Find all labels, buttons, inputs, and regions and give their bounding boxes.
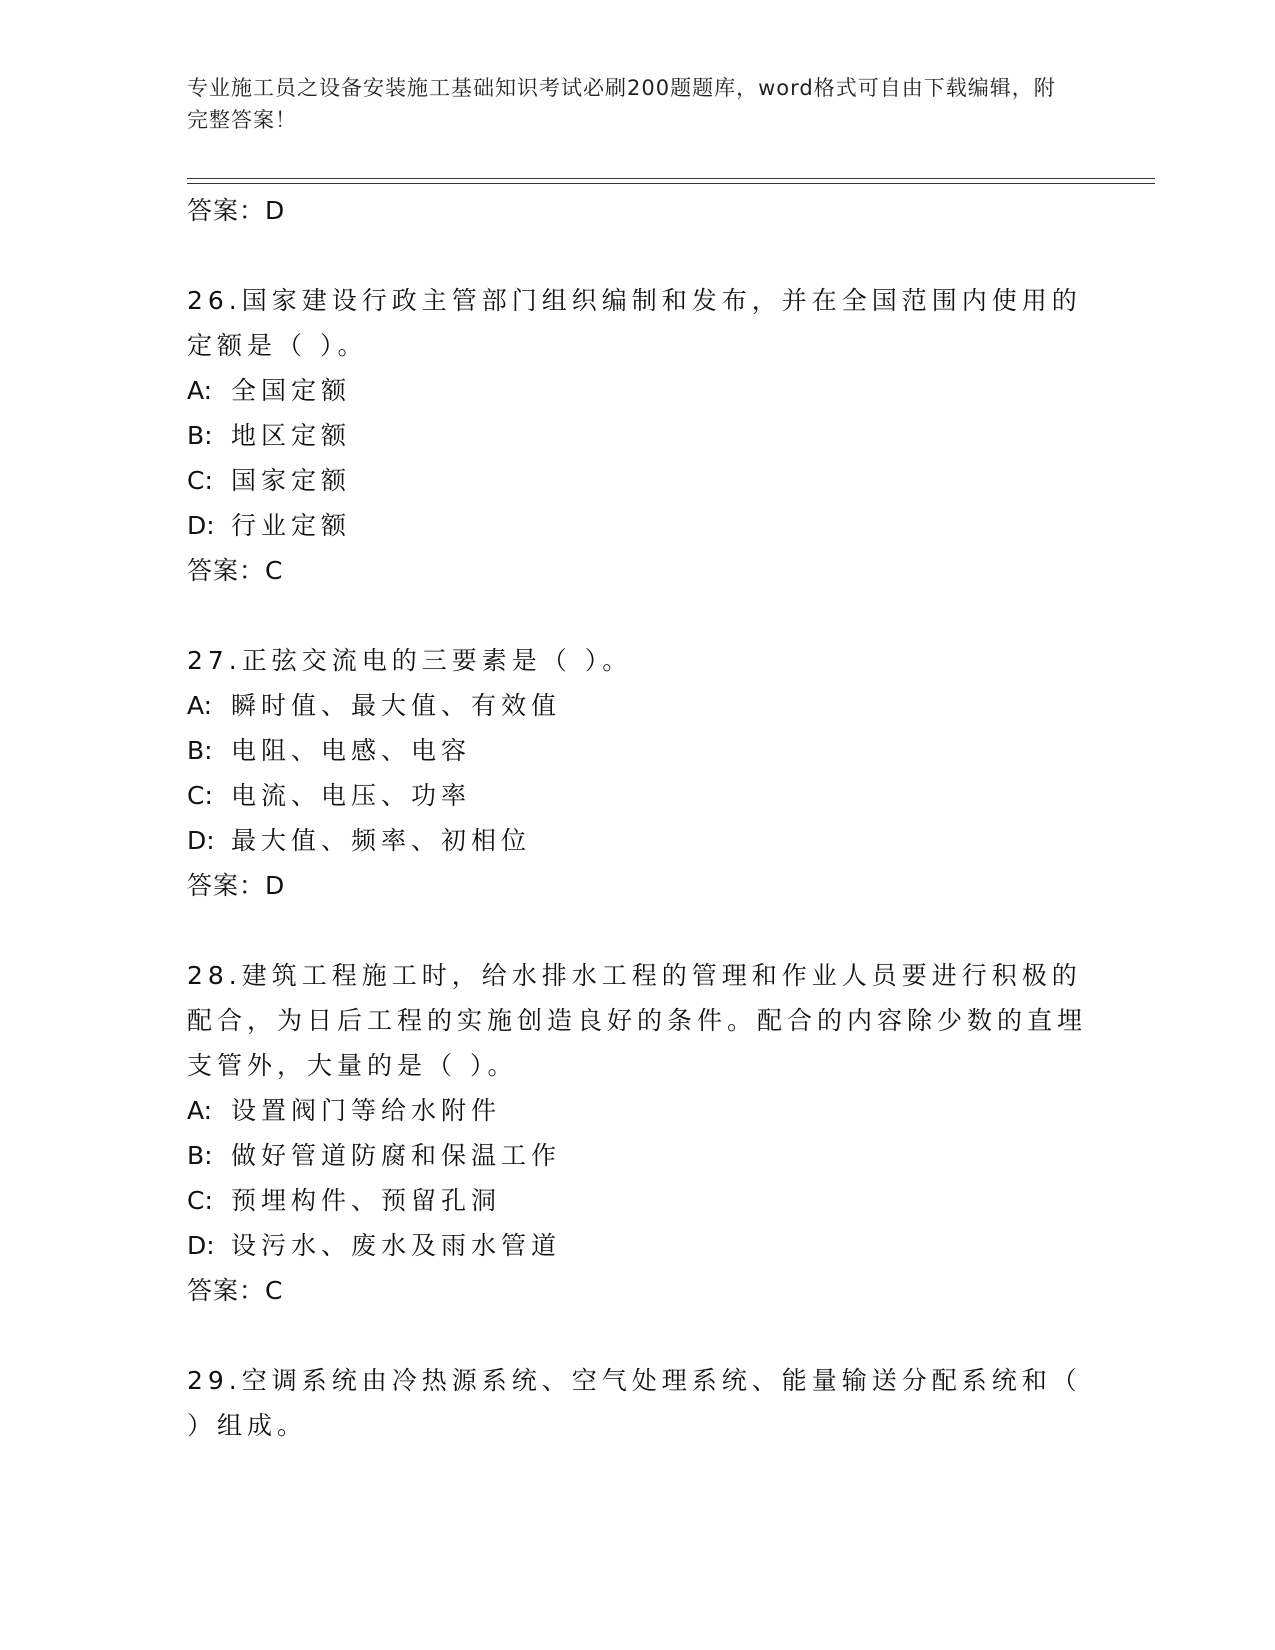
option-key: D: [187, 511, 215, 540]
option-key: B: [187, 421, 213, 450]
option-key: C: [187, 1186, 213, 1215]
question-item [187, 953, 1087, 1314]
option-text: 地区定额 [231, 421, 352, 450]
option-text: 设置阀门等给水附件 [231, 1096, 502, 1125]
option-d [187, 503, 1087, 548]
option-b [187, 1133, 1087, 1178]
option-key: A: [187, 691, 213, 720]
option-key: B: [187, 736, 213, 765]
option-key: D: [187, 826, 215, 855]
option-text: 全国定额 [231, 376, 352, 405]
option-text: 行业定额 [231, 511, 352, 540]
option-b [187, 728, 1087, 773]
answer-line: 答案：D [187, 871, 286, 900]
option-key: D: [187, 1231, 215, 1260]
question-stem: 26.国家建设行政主管部门组织编制和发布，并在全国范围内使用的定额是（ ）。 [187, 286, 1082, 360]
page-header-title: 专业施工员之设备安装施工基础知识考试必刷200题题库，word格式可自由下载编辑，附完整答案！ [187, 76, 1056, 132]
option-key: A: [187, 376, 213, 405]
question-stem: 28.建筑工程施工时，给水排水工程的管理和作业人员要进行积极的配合，为日后工程的实施创造良好的条件。配合的内容除少数的直埋支管外，大量的是（ ）。 [187, 961, 1088, 1080]
header-divider-bottom [187, 183, 1155, 184]
answer-line: 答案：C [187, 1276, 284, 1305]
question-stem: 27.正弦交流电的三要素是（ ）。 [187, 646, 633, 675]
option-c [187, 458, 1087, 503]
option-b [187, 413, 1087, 458]
option-a [187, 368, 1087, 413]
option-c [187, 1178, 1087, 1223]
option-key: C: [187, 466, 213, 495]
question-list [187, 188, 1087, 1448]
option-d [187, 818, 1087, 863]
option-key: C: [187, 781, 213, 810]
question-stem: 29.空调系统由冷热源系统、空气处理系统、能量输送分配系统和（ ）组成。 [187, 1366, 1082, 1440]
header-divider-top [187, 178, 1155, 179]
option-text: 预埋构件、预留孔洞 [231, 1186, 502, 1215]
option-text: 设污水、废水及雨水管道 [231, 1231, 562, 1260]
question-item [187, 638, 1087, 909]
option-a [187, 1088, 1087, 1133]
answer-line: 答案：C [187, 556, 284, 585]
option-text: 电流、电压、功率 [231, 781, 472, 810]
option-text: 做好管道防腐和保温工作 [231, 1141, 562, 1170]
option-a [187, 683, 1087, 728]
option-text: 最大值、频率、初相位 [231, 826, 532, 855]
question-item [187, 278, 1087, 594]
option-key: A: [187, 1096, 213, 1125]
option-d [187, 1223, 1087, 1268]
option-text: 国家定额 [231, 466, 352, 495]
option-text: 瞬时值、最大值、有效值 [231, 691, 562, 720]
question-item [187, 1358, 1087, 1448]
answer-line: 答案：D [187, 196, 286, 225]
option-text: 电阻、电感、电容 [231, 736, 472, 765]
option-key: B: [187, 1141, 213, 1170]
option-c [187, 773, 1087, 818]
